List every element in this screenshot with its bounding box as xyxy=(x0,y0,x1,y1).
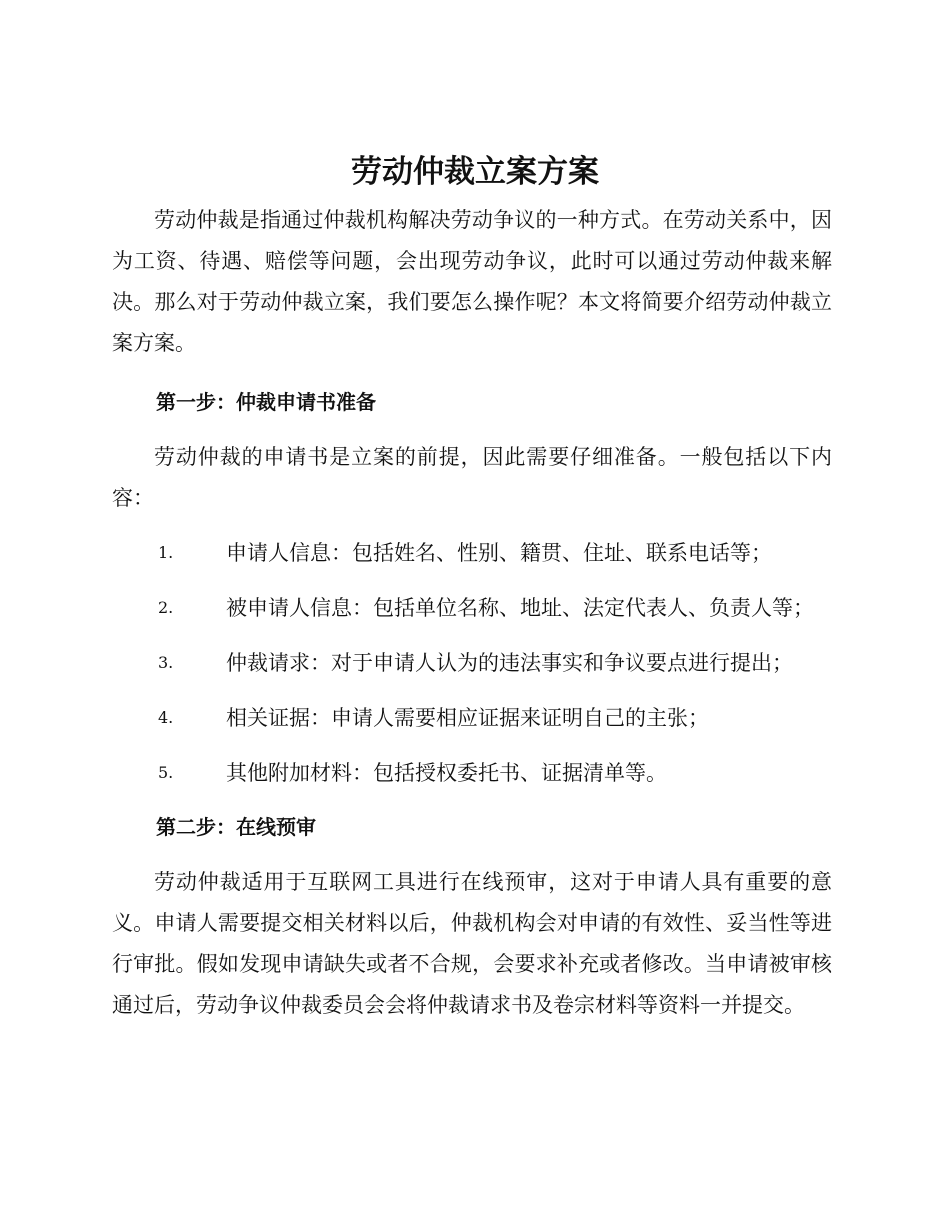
list-item-number: 4. xyxy=(158,708,174,727)
step1-heading: 第一步：仲裁申请书准备 xyxy=(156,390,376,414)
list-item-number: 1. xyxy=(158,543,174,562)
step2-heading: 第二步：在线预审 xyxy=(156,815,316,839)
requirements-list xyxy=(0,535,950,810)
step2-paragraph: 劳动仲裁适用于互联网工具进行在线预审，这对于申请人具有重要的意义。申请人需要提交相关材料以后，仲裁机构会对申请的有效性、妥当性等进行审批。假如发现申请缺失或者不合规，会要求补充或者修改。当申请被审核通过后，劳动争议仲裁委员会会将仲裁请求书及卷宗材料等资料一并提交。 xyxy=(112,870,832,1017)
list-item-number: 5. xyxy=(158,763,174,782)
document-title: 劳动仲裁立案方案 xyxy=(351,154,599,190)
list-item-text: 申请人信息：包括姓名、性别、籍贯、住址、联系电话等； xyxy=(226,541,772,565)
list-item xyxy=(0,590,950,645)
list-item-number: 3. xyxy=(158,653,174,672)
intro-paragraph: 劳动仲裁是指通过仲裁机构解决劳动争议的一种方式。在劳动关系中，因为工资、待遇、赔偿等问题，会出现劳动争议，此时可以通过劳动仲裁来解决。那么对于劳动仲裁立案，我们要怎么操作呢？本文将简要介绍劳动仲裁立案方案。 xyxy=(112,208,832,355)
list-item-text: 被申请人信息：包括单位名称、地址、法定代表人、负责人等； xyxy=(226,596,814,620)
list-item xyxy=(0,755,950,810)
list-item xyxy=(0,535,950,590)
list-item xyxy=(0,700,950,755)
list-item xyxy=(0,645,950,700)
list-item-number: 2. xyxy=(158,598,174,617)
list-item-text: 相关证据：申请人需要相应证据来证明自己的主张； xyxy=(226,706,709,730)
list-item-text: 其他附加材料：包括授权委托书、证据清单等。 xyxy=(226,761,667,785)
list-item-text: 仲裁请求：对于申请人认为的违法事实和争议要点进行提出； xyxy=(226,651,793,675)
step1-paragraph: 劳动仲裁的申请书是立案的前提，因此需要仔细准备。一般包括以下内容： xyxy=(112,445,832,510)
